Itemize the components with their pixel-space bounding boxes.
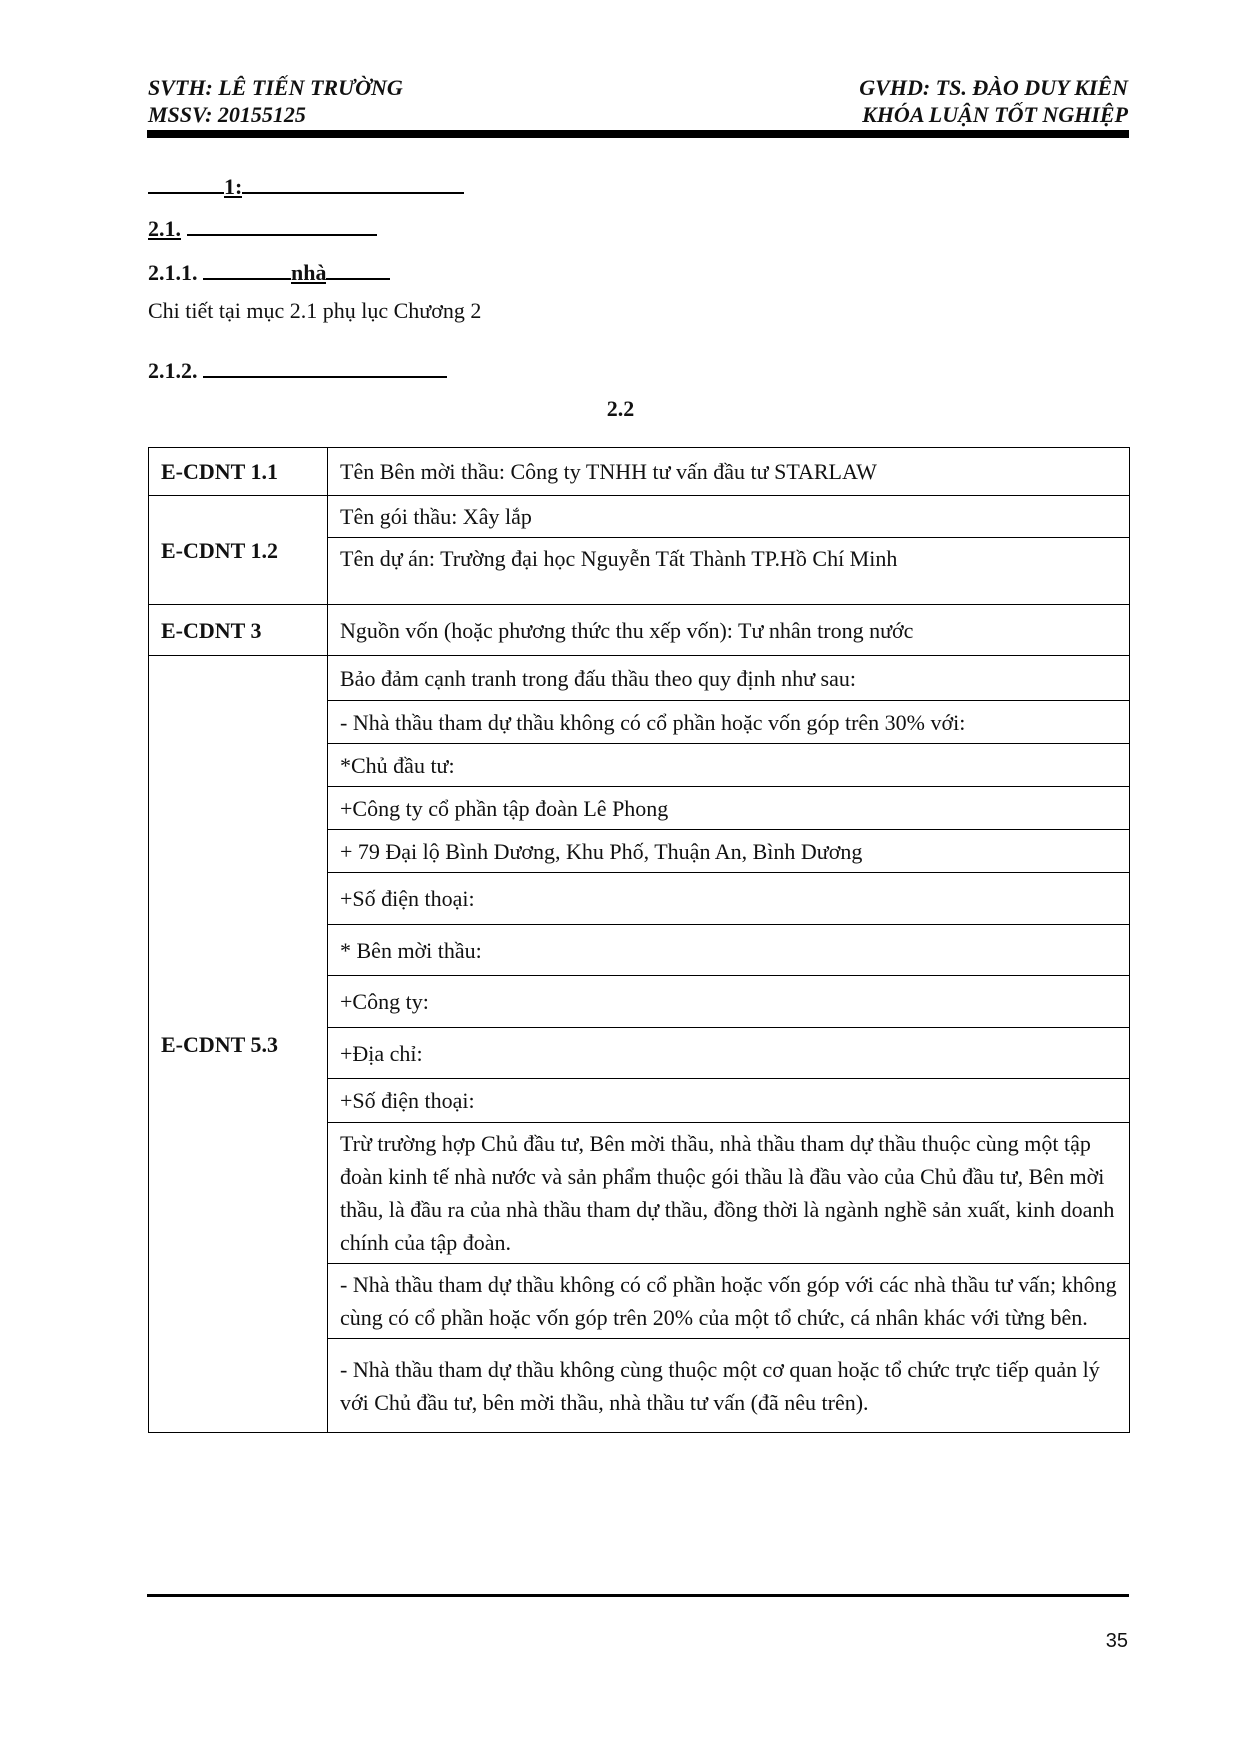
section-2-1-heading bbox=[148, 212, 377, 242]
header-divider bbox=[147, 130, 1129, 138]
section-2-1-2-number: 2.1.2. bbox=[148, 358, 198, 383]
section-2-1-1-heading bbox=[148, 256, 390, 286]
page-number: 35 bbox=[1105, 1630, 1128, 1652]
row-value: Nguồn vốn (hoặc phương thức thu xếp vốn): Tư nhân trong nước bbox=[328, 605, 1130, 656]
table-row bbox=[149, 605, 1130, 656]
table-row bbox=[149, 448, 1130, 496]
row-value: Tên Bên mời thầu: Công ty TNHH tư vấn đầu tư STARLAW bbox=[328, 448, 1130, 496]
row-value: +Công ty: bbox=[328, 976, 1130, 1028]
row-value: +Địa chỉ: bbox=[328, 1028, 1130, 1079]
row-code: E-CDNT 3 bbox=[149, 605, 328, 656]
row-value: Trừ trường hợp Chủ đầu tư, Bên mời thầu, nhà thầu tham dự thầu thuộc cùng một tập đoàn kinh tế nhà nước và sản phẩm thuộc gói thầu là đầu vào của Chủ đầu tư, Bên mời thầu, là đầu ra của nhà thầu tham dự thầu, đồng thời là ngành nghề sản xuất, kinh doanh chính của tập đoàn. bbox=[328, 1123, 1130, 1264]
row-value: - Nhà thầu tham dự thầu không có cổ phần hoặc vốn góp trên 30% với: bbox=[328, 701, 1130, 744]
table-caption: 2.2 bbox=[606, 396, 635, 421]
footer-divider bbox=[147, 1594, 1129, 1597]
chapter-heading bbox=[148, 170, 464, 200]
row-value: - Nhà thầu tham dự thầu không có cổ phần hoặc vốn góp với các nhà thầu tư vấn; không cùng có cổ phần hoặc vốn góp trên 20% của một tổ chức, cá nhân khác với từng bên. bbox=[328, 1264, 1130, 1339]
table-row bbox=[149, 656, 1130, 701]
row-value: +Số điện thoại: bbox=[328, 873, 1130, 925]
chapter-number: 1: bbox=[224, 174, 243, 199]
header-right bbox=[859, 74, 1128, 128]
table-row bbox=[149, 496, 1130, 538]
header-left bbox=[148, 74, 403, 128]
section-2-1-1-word: nhà bbox=[291, 260, 327, 285]
section-2-1-1-number: 2.1.1. bbox=[148, 260, 198, 285]
advisor-name: GVHD: TS. ĐÀO DUY KIÊN bbox=[859, 75, 1128, 100]
row-code: E-CDNT 5.3 bbox=[149, 656, 328, 1433]
body-paragraph: Chi tiết tại mục 2.1 phụ lục Chương 2 bbox=[148, 298, 482, 323]
document-type: KHÓA LUẬN TỐT NGHIỆP bbox=[862, 102, 1128, 127]
row-value: - Nhà thầu tham dự thầu không cùng thuộc một cơ quan hoặc tổ chức trực tiếp quản lý với Chủ đầu tư, bên mời thầu, nhà thầu tư vấn (đã nêu trên). bbox=[328, 1339, 1130, 1433]
bid-data-table bbox=[148, 447, 1130, 1433]
row-value: Tên gói thầu: Xây lắp bbox=[328, 496, 1130, 538]
row-code: E-CDNT 1.2 bbox=[149, 496, 328, 605]
row-value: + 79 Đại lộ Bình Dương, Khu Phố, Thuận An, Bình Dương bbox=[328, 830, 1130, 873]
student-name: SVTH: LÊ TIẾN TRƯỜNG bbox=[148, 75, 403, 100]
row-value: +Số điện thoại: bbox=[328, 1079, 1130, 1123]
row-code: E-CDNT 1.1 bbox=[149, 448, 328, 496]
row-value: Tên dự án: Trường đại học Nguyễn Tất Thành TP.Hồ Chí Minh bbox=[328, 538, 1130, 605]
row-value: * Bên mời thầu: bbox=[328, 925, 1130, 976]
student-id: MSSV: 20155125 bbox=[148, 102, 306, 127]
row-value: Bảo đảm cạnh tranh trong đấu thầu theo quy định như sau: bbox=[328, 656, 1130, 701]
section-2-1-2-heading bbox=[148, 354, 447, 384]
row-value: *Chủ đầu tư: bbox=[328, 744, 1130, 787]
row-value: +Công ty cổ phần tập đoàn Lê Phong bbox=[328, 787, 1130, 830]
section-2-1-number: 2.1. bbox=[148, 216, 181, 241]
